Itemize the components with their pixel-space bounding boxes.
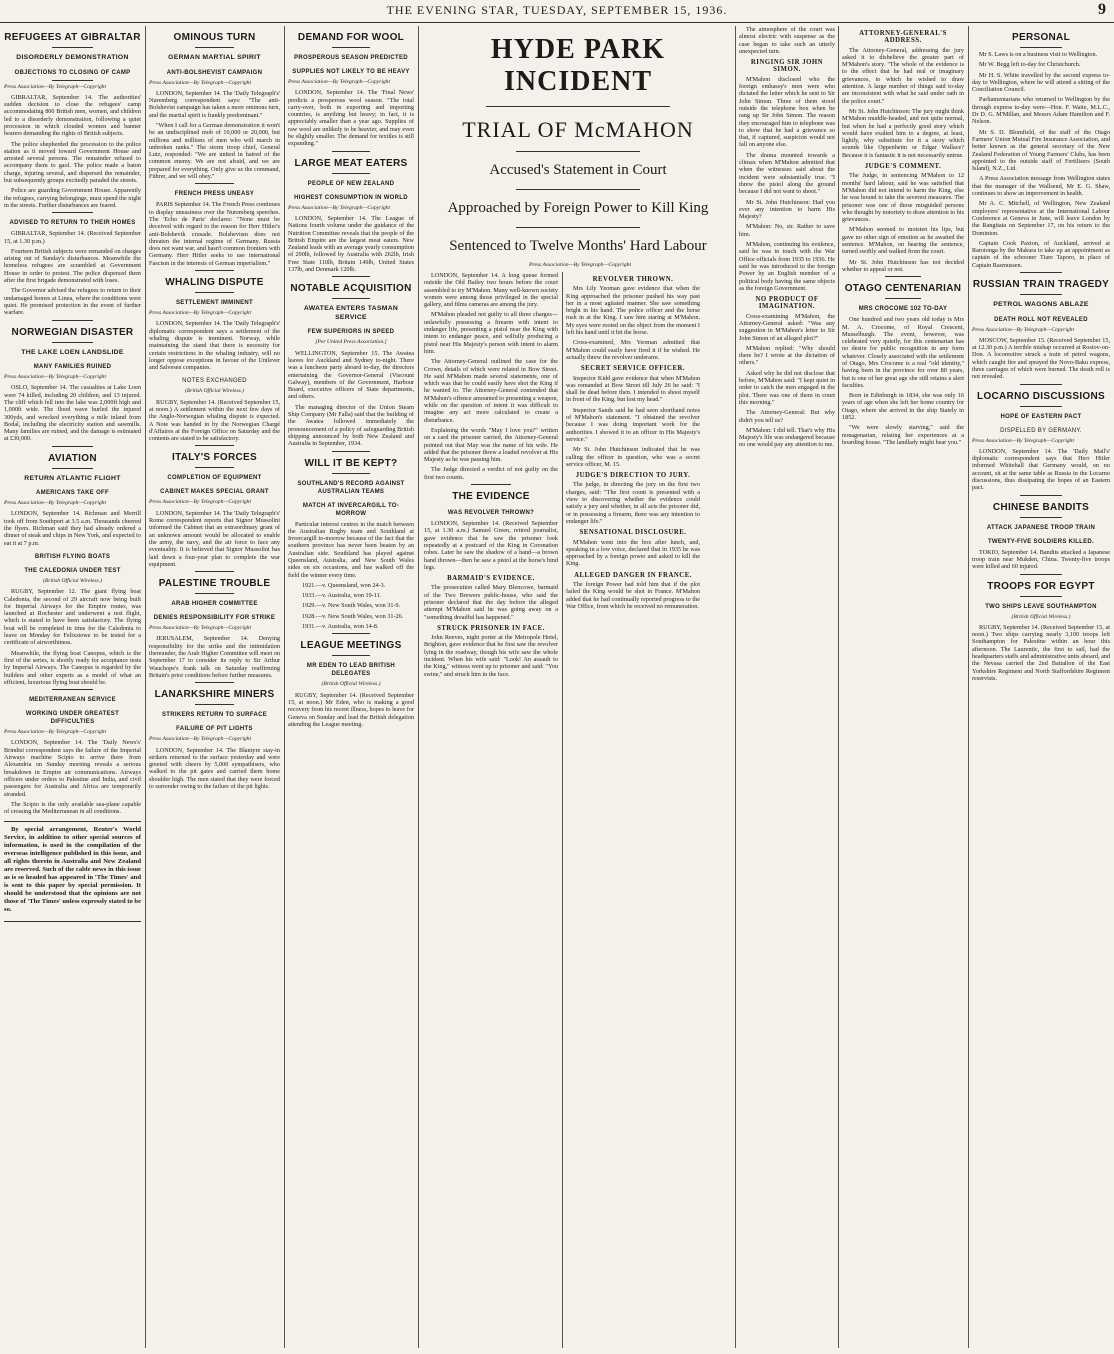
subhead-judges-direction: JUDGE'S DIRECTION TO JURY. (575, 472, 691, 480)
score-line: 1933.—v. Australia, won 19-11. (302, 592, 382, 600)
headline-chinese-bandits: CHINESE BANDITS (992, 501, 1090, 513)
article-paragraph: M'Mahon seemed to moisten his lips, but gave no other sign of emotion as he awaited the sentence. M'Mahon, on hearing the sentence, turned swiftly and walked from the court. (842, 226, 964, 256)
headline-palestine: PALESTINE TROUBLE (158, 578, 271, 590)
subhead-revolver-thrown: WAS REVOLVER THROWN? (447, 510, 535, 517)
article-paragraph: The managing director of the Union Steam Ship Company (Mr Falla) said that the building of the Awatea followed immediately the pronouncement of a policy of safeguarding British shipping announced by both New Zealand and Australia in September, 1934. (288, 403, 414, 448)
feature-column-c (739, 26, 835, 1348)
article-paragraph: RUGBY, September 14. (Received September 15, at noon.) Two ships carrying nearly 3,100 troops left Southampton for Palestine within an hour this afternoon. The Laurentic, the first to sail, had the headquarters staffs and administrative units aboard, and the Nevasa carried the 2nd Battalion of the East Yorkshire Regiment and North Staffordshire Regiment reservists. (972, 623, 1110, 682)
subhead-difficulties: WORKING UNDER GREATEST DIFFICULTIES (25, 711, 120, 726)
headline-troops-egypt: TROOPS FOR EGYPT (987, 580, 1095, 592)
headline-otago-centenarian: OTAGO CENTENARIAN (844, 283, 962, 295)
column-rule (284, 26, 285, 1348)
special-arrangement-notice: By special arrangement, Reuter's World Service, in addition to other special sources of information, is used in the compilation of the overseas intelligence published in this issue, and all rights therein in Australia and New Zealand are reserved. Such of the cable news in this issue as is so headed has appeared in 'The Times' and is sent to this paper by special permission. It should be understood that the opinions are not those of 'The Times' unless expressly stated to be so. (4, 826, 141, 914)
column-rule (968, 26, 969, 1348)
wireless-credit: (British Official Wireless.) (1011, 613, 1071, 620)
headline-lanarkshire: LANARKSHIRE MINERS (154, 689, 275, 701)
upa-credit: [Per United Press Association.] (315, 339, 387, 346)
score-line: 1928.—v. New South Wales, won 31-26. (302, 612, 404, 620)
subhead-eastern-pact: HOPE OF EASTERN PACT (1000, 413, 1082, 420)
article-paragraph: M'Mahon replied: "Why should there be? I wrote at the dictation of others." (739, 344, 835, 367)
masthead (0, 0, 1114, 23)
subhead-grant: CABINET MAKES SPECIAL GRANT (160, 489, 269, 496)
feature-column-d (842, 26, 964, 1348)
subhead-ringing: RINGING SIR JOHN SIMON. (750, 59, 824, 74)
column-3 (288, 26, 414, 1348)
article-paragraph: The Judge directed a verdict of not guilty on the first two counts. (424, 466, 558, 481)
subhead-troop-train: ATTACK JAPANESE TROOP TRAIN (986, 524, 1096, 531)
article-paragraph: TOKIO, September 14. Bandits attacked a Japanese troop train near Mukden, China. Twenty-five troops were killed and 60 injured. (972, 548, 1110, 571)
press-credit: Press Association—By Telegraph—Copyright (4, 500, 107, 507)
headline-hyde-park: HYDE PARK INCIDENT (490, 34, 666, 97)
wireless-credit: (British Official Wireless.) (43, 577, 102, 584)
article-paragraph: LONDON, September 14. The League of Nations fourth volume under the guidance of the Nutrition Committee reveals that the people of the British Empire are the largest meat eaters. New Zealand leads with an average yearly consumption of 290lb, followed by Australia with 262lb, Irish Free State 110lb, Britain 149lb, United States 137lb, and Denmark 120lb. (288, 214, 414, 274)
subhead-caledonia: THE CALEDONIA UNDER TEST (24, 567, 121, 574)
article-paragraph: Fourteen British subjects were remanded on charges arising out of Sunday's disturbances. Meanwhile the homeless refugees are scrambled at Government House in order to protest. The police dispersed them after the first brigade demonstrated with loses. (4, 247, 141, 285)
article-paragraph: Inspector Sands said he had seen shorthand notes of M'Mahon's statement. "I obtained the revolver because I was doing important work for the authorities. I showed it to an officer in His Majesty's service." (566, 406, 700, 443)
article-paragraph: M'Mahon went into the box after lunch, and, speaking in a low voice, declared that in 1935 he was approached by a foreign power and asked to kill the King. (566, 538, 700, 568)
headline-evidence: THE EVIDENCE (452, 491, 530, 503)
article-paragraph: The atmosphere of the court was almost electric with suspense as the case began to take such an utterly unexpected turn. (739, 26, 835, 55)
subhead-consumption: HIGHEST CONSUMPTION IN WORLD (294, 194, 408, 201)
subhead-eden: MR EDEN TO LEAD BRITISH DELEGATES (306, 663, 396, 678)
headline-wool: DEMAND FOR WOOL (297, 32, 405, 43)
article-paragraph: LONDON, September 14. The 'Daily Telegraph's' Rome correspondent reports that Signor Mussolini informed the Cabinet that an extraordinary grant of an unknown amount would be allocated to enable the army, the navy, and the air force to face any eventuality. It is believed that Signor Mussolini has laid down a four-year plan to complete the war equipment. (149, 509, 280, 568)
column-rule (418, 26, 419, 1348)
subhead-southampton: TWO SHIPS LEAVE SOUTHAMPTON (985, 603, 1097, 610)
article-paragraph: Cross-examined, Mrs Yeoman admitted that M'Mahon could easily have fired it if he wished. He actually threw the revolver underarm. (566, 339, 700, 361)
article-paragraph: LONDON, September 14. The Blantyre stay-in strikers returned to the surface yesterday and were greeted with cheers by 5,000 sympathisers, who walked to the pit gates and carried them home shoulder high. The men stated that they were forced to surrender owing to the failure of the pit lights. (149, 746, 280, 791)
article-paragraph: RUGBY, September 12. The giant flying boat Caledonia, the second of 29 aircraft now being built for Imperial Airways for the Empire routes, was launched at Rochester and underwent a test flight, which is stated to have been satisfactory. The flying boat will be completed in time for the Caledonia to leave on Monday for Felixstowe to be tested for a certificate of airworthiness. (4, 588, 141, 647)
headline-norwegian: NORWEGIAN DISASTER (11, 326, 134, 338)
article-paragraph: OSLO, September 14. The casualties at Lake Loen were 74 killed, including 20 children, and 13 injured. The cliff which fell into the lake was 2,000ft high and 1,000ft wide. The flood wave hurled the injured 300yds, and wrecked everything a mile inland from Bodal, including the electricity station and sawmills. Many families are ruined, and the damage is estimated at £30,000. (4, 384, 141, 443)
press-credit: Press Association—By Telegraph—Copyright (149, 736, 252, 743)
wireless-credit: (British Official Wireless.) (321, 681, 381, 688)
column-2 (149, 26, 280, 1348)
subhead-atlantic: RETURN ATLANTIC FLIGHT (24, 474, 121, 482)
article-paragraph: LONDON, September 14. (Received September 15, at 1.30 a.m.) Samuel Green, retired journalist, gave evidence that he saw the prisoner look repeatedly at a postcard of the King in Coronation robes. Later he saw the shadow of a hand—a brown hand thrown—then he saw a pistol at the horse's hind legs. (424, 520, 558, 571)
article-paragraph: PARIS September 14. The French Press continues to display uneasiness over the Nuremberg speeches. The 'Echo de Paris' declares: "None must be deceived with regard to the reason for Herr Hitler's anti-Bolshevik crusade. Bolshevism does not threaten the internal regime of Germany. Russia does not want war, and hasn't common frontiers with Germany. Herr Hitler seeks to use international Fascism in the interests of German imperialism." (149, 201, 280, 267)
article-paragraph: The police shepherded the procession to the police station as it moved toward Government House and arrested several persons. The remainder refused to accompany them to gaol. The police made a baton charge, injuring several, and dispersed the remainder, but subsequently groups excitedly paraded the streets. (4, 140, 141, 185)
subhead-prosperous: PROSPEROUS SEASON PREDICTED (294, 55, 408, 61)
article-paragraph: The Scipio is the only available sea-plane capable of crossing the Mediterranean in all conditions. (4, 800, 141, 816)
subhead-denies: DENIES RESPONSIBILITY FOR STRIKE (153, 615, 276, 622)
press-credit: Press Association—By Telegraph—Copyright (288, 79, 391, 85)
article-paragraph: LONDON, September 14. The 'Final News' predicts a prosperous wool season. "The total carry-over, both in exporting and importing countries, is anything but heavy; in fact, it is appreciably smaller than a year ago. Supplies of raw wool are unlikely to be heavier, and may even be slightly smaller. The demand for textiles is still expanding." (288, 89, 414, 148)
article-paragraph: M'Mahon pleaded not guilty to all three charges—unlawfully possessing a firearm with intent to endanger life, presenting a pistol near the King with intent to endanger peace, and wilfully producing a pistol near His Majesty's person with intent to alarm him. (424, 311, 558, 355)
subhead-objections: OBJECTIONS TO CLOSING OF CAMP (14, 69, 131, 76)
subhead-strikers: STRIKERS RETURN TO SURFACE (161, 712, 268, 719)
feature-header (424, 30, 732, 260)
subhead-petrol: PETROL WAGONS ABLAZE (993, 301, 1089, 309)
headline-mediterranean: MEDITERRANEAN SERVICE (29, 697, 116, 704)
article-paragraph: LONDON, September 14. The 'Daily Telegraph's' Nuremberg correspondent says: "The anti-Bolshevist campaign has taken a more ominous turn, and the martial spirit is frankly predominant." (149, 89, 280, 119)
subhead-match: MATCH AT INVERCARGILL TO-MORROW (302, 502, 400, 517)
page-number: 9 (1098, 1, 1106, 18)
subhead-loen: THE LAKE LOEN LANDSLIDE (21, 348, 124, 356)
headline-personal: PERSONAL (1012, 32, 1070, 43)
article-paragraph: LONDON, September 14. The 'Daily Mail's' diplomatic correspondent says that Herr Hitler informed Whitehall that Germany would, on no account, sit at the same table as Russia in the Locarno discussions, thus dissipating the hopes of an Eastern pact. (972, 447, 1110, 492)
article-paragraph: LONDON, September 14. The 'Daily Telegraph's' diplomatic correspondent says a settlement of the whaling dispute is imminent. Norway, while maintaining the stand that there is necessity for certain restrictions in the whaling industry, will no longer oppose exceptions in favour of the Unilever and Salvesen companies. (149, 320, 280, 372)
subhead-revolver: REVOLVER THROWN. (592, 276, 674, 283)
column-rule (735, 26, 736, 1348)
article-paragraph: LONDON, September 14. Richman and Merrill took off from Southport at 3.5 a.m. Thousands cheered the flyers. Richman said they had already ordered a dinner of steak and chips in New York, and expected to eat it at 7 p.m. (4, 510, 141, 547)
article-paragraph: Born in Edinburgh in 1834, she was only 16 years of age when she left her home country for Otago, where she arrived in the ship Stately in 1852. (842, 392, 964, 422)
headline-refugees: REFUGEES AT GIBRALTAR (4, 32, 141, 43)
press-credit: Press Association—By Telegraph—Copyright (972, 437, 1075, 444)
article-paragraph: A Press Association message from Wellington states that the manager of the Wallsend, Mr E. G. Shaw, continues to show an improvement in health. (972, 175, 1110, 198)
headline-notes: NOTES EXCHANGED (182, 378, 247, 385)
score-line: 1931.—v. Australia, won 14-8. (302, 623, 379, 631)
subhead-attorney: ATTORNEY-GENERAL'S ADDRESS. (859, 30, 947, 45)
article-paragraph: WELLINGTON, September 15. The Awatea leaves for Auckland and Sydney to-night. There was a luncheon party aboard to-day, the directors entertaining the Governor-General (Viscount Galway), members of the Government, Harbour Board, executive officers of State departments, and others. (288, 349, 414, 401)
headline-aviation: AVIATION (48, 452, 97, 464)
article-paragraph: M'Mahon, continuing his evidence, said he was in touch with the War Office officials from 1935 to 1936. He said he was introduced to the foreign Power by an English member of a political body having the same objects as the foreign Government. (739, 241, 835, 292)
article-paragraph: RUGBY, September 14. (Received September 15, at noon.) Mr Eden, who is making a good recovery from his recent illness, hopes to leave for Geneva on Sunday and lead the British delegation attending the League meeting. (288, 691, 414, 728)
subhead-supplies: SUPPLIES NOT LIKELY TO BE HEAVY (292, 69, 410, 75)
column-personal (972, 26, 1110, 1348)
subhead-sensational: SENSATIONAL DISCLOSURE. (579, 529, 687, 537)
feature-column-a (424, 272, 558, 1348)
article-paragraph: "We were slowly starving," said the nonagenarian, relating her experiences at a boarding house. "The landlady might hear you." (842, 424, 964, 446)
article-paragraph: Mr H. S. White travelled by the second express to-day to Wellington, where he will attend a sitting of the Conciliation Council. (972, 71, 1110, 94)
press-credit: Press Association—By Telegraph—Copyright (4, 374, 107, 381)
article-paragraph: Inspector Kidd gave evidence that when M'Mahon was remanded at Bow Street till July 26 he said: "I shall be dead before then. I intended to shoot myself in front of the King, but lost my head." (566, 374, 700, 404)
article-paragraph: RUGBY, September 14. (Received September 15, at noon.) A settlement within the next few days of the Anglo-Norwegian whaling dispute is expected. A Note was handed in by the Norwegian Chargé d'Affaires at the Foreign Office on Saturday and the contents are stated to be satisfactory. (149, 398, 280, 443)
article-paragraph: GIBRALTAR, September 14. The authorities' sudden decision to close the refugees' camp accommodating 800 British men, women, and children led to a disorderly demonstration, following a quiet procession in which clouded women and banner bearers demanding the rights of British subjects. (4, 93, 141, 138)
article-paragraph: The Attorney-General outlined the case for the Crown, details of which were related in Bow Street. He said M'Mahon made several statements, one of which was that he could easily have shot the King if he wanted to. The Attorney-General contended that M'Mahon's offence amounted to presenting a weapon, while on the question of intent it was difficult to imagine any act more calculated to create a disturbance. (424, 358, 558, 424)
subhead-sentenced: Sentenced to Twelve Months' Hard Labour (449, 238, 707, 254)
article-paragraph: The drama mounted towards a climax when M'Mahon admitted that when the witnesses said about the incident were substantially true. "I threw the pistol along the ground because I did not want to shoot." (739, 151, 835, 196)
subhead-equipment: COMPLETION OF EQUIPMENT (167, 475, 262, 482)
subhead-nz: PEOPLE OF NEW ZEALAND (307, 180, 395, 187)
wireless-credit: (British Official Wireless.) (185, 388, 244, 395)
article-paragraph: Particular interest centres in the match between the Australian Rugby team and Southland at Invercargill to-morrow because of the fact that the southern province has never been beaten by an Australian side. Southland has played against Queensland, Australia, and New South Wales sides on six occasions, and has walked off the field the winner every time. (288, 520, 414, 579)
article-paragraph: Captain Cook Paxton, of Auckland, arrived at Rarotonga by the Makura to take up an appointment as captain of the schooner Tiare Taporo, in place of Captain Rasmussen. (972, 239, 1110, 269)
subhead-imagination: NO PRODUCT OF IMAGINATION. (755, 296, 819, 311)
article-paragraph: M'Mahon disclosed who the foreign embassy's men were who dictated the letter which he sent to Sir John Simon. Three of them stood outside the telephone box when he rang up Sir John Simon. The reason they encouraged him to telephone was to show that he had a grievance so that, if captured, suspicion would not fall on anyone else. (739, 75, 835, 149)
subhead-dispelled: DISPELLED BY GERMANY. (1000, 427, 1082, 434)
subhead-disorderly: DISORDERLY DEMONSTRATION (16, 54, 129, 61)
score-line: 1929.—v. New South Wales, won 31-9. (302, 602, 401, 610)
article-paragraph: "When I call for a German demonstration it won't be an undisciplined mob of 10,000 or 20,000, but millions and millions of men who will march in unbroken ranks." The storm troop chief, General Lutz, responded: "We are united in hatred of the common enemy. We are not afraid, and we are prepared for everything. Only give us the command, Führer, and we will obey." (149, 121, 280, 181)
headline-kept: WILL IT BE KEPT? (304, 457, 398, 469)
article-paragraph: The Governor advised the refugees to return to their undamaged homes at Linea, where the conditions were quiet. He promised protection in the event of further warfare. (4, 287, 141, 317)
subhead-statement: Accused's Statement in Court (489, 162, 667, 178)
article-paragraph: John Reeves, night porter at the Metropole Hotel, Brighton, gave evidence that he first saw the revolver lying in the roadway, though his wife saw the whole incident. When his wife said: "Look! An assault to the King," witness went up to prisoner and said: "You swine," and struck him in the face. (424, 634, 558, 678)
article-paragraph: The Attorney-General, addressing the jury asked it to disbelieve the greater part of M'Mahon's story. "The whole of the evidence is to the effect that he had real or imaginary grievances, to which he wished to draw attention. A large number of things said to-day are inconsistent with what he said under oath in the police court." (842, 46, 964, 105)
press-credit: Press Association—By Telegraph—Copyright (149, 499, 252, 506)
article-paragraph: JERUSALEM, September 14. Denying responsibility for the strike and the intimidation thereunder, the Arab Higher Committee will meet on September 17 to consider its reply to Sir Arthur Wauchope's frank talk on Saturday reaffirming Britain's prior conditions before further measures. (149, 635, 280, 679)
subhead-approached: Approached by Foreign Power to Kill King (447, 200, 709, 216)
subhead-settlement: SETTLEMENT IMMINENT (175, 300, 254, 307)
press-credit: Press Association—By Telegraph—Copyright (972, 326, 1075, 333)
article-paragraph: Asked why he did not disclose that before, M'Mahon said: "I kept quiet in order to catch the men engaged in the plot. There was one of them in court this morning." (739, 369, 835, 406)
feature-column-b (566, 272, 700, 1348)
column-rule (838, 26, 839, 1348)
press-credit: Press Association—By Telegraph—Copyright (149, 310, 252, 317)
article-paragraph: One hundred and two years old today is Mrs M. A. Crocome, of Royal Crescent, Musselburgh. The event, however, was celebrated very quietly, for this centenarian has no desire for public recognition in any form whatever. Closely associated with the settlement of Otago, Mrs Crocome is a real "old identity," having been in the province for over 80 years, but is one of her great age she still retains a alert faculties. (842, 316, 964, 389)
article-paragraph: Mr W. Begg left to-day for Christchurch. (979, 61, 1081, 69)
headline-flying-boats: BRITISH FLYING BOATS (34, 553, 111, 560)
article-paragraph: Mr St. John Hutchinson: The jury might think M'Mahon muddle-headed, and not quite normal, but when he had a perfectly good story which would have exalted him to a degree, at least, lightly, why substitute for it a story which sounds like Oppenheim or Edgar Wallace? Because it is fantastic it is not necessarily untrue. (842, 107, 964, 159)
headline-whaling: WHALING DISPUTE (165, 277, 264, 289)
article-paragraph: Parliamentarians who returned to Wellington by the through express to-day were—Hon. F. Waite, M.L.C., Dr D. G. M'Millan, and Messrs Adam Hamilton and F. Nelson. (972, 96, 1110, 126)
subhead-killed: TWENTY-FIVE SOLDIERS KILLED. (987, 538, 1095, 545)
article-paragraph: The foreign Power had told him that if the plot failed the King would be shot in France. M'Mahon added that he had continually reported progress to the War Office, from which he received no remuneration. (566, 580, 700, 610)
press-credit: Press Association—By Telegraph—Copyright (4, 83, 107, 90)
article-paragraph: Explaining the words "May I love you?" written on a card the prisoner carried, the Attorney-General pointed out that May was the name of his wife. He added that the prisoner threw a loaded revolver at His Majesty as he was passing him. (424, 426, 558, 464)
headline-advised: ADVISED TO RETURN TO THEIR HOMES (9, 220, 136, 227)
article-paragraph: M'Mahon: No, sir. Rather to save him. (739, 223, 835, 238)
headline-locarno: LOCARNO DISCUSSIONS (977, 390, 1105, 402)
subhead-americans: AMERICANS TAKE OFF (36, 490, 109, 497)
subhead-southland: SOUTHLAND'S RECORD AGAINST AUSTRALIAN TEAMS (297, 480, 405, 495)
subhead-struck: STRUCK PRISONER IN FACE. (437, 624, 545, 632)
article-paragraph: Mr S. D. Blomfield, of the staff of the Otago Farmers' Union Mutual Fire Insurance Association, and better known as the general secretary of the New Zealand Federation of Young Farmers' Clubs, has been appointed to the outside staff of Fertilisers (South Island), N.Z., Ltd. (972, 128, 1110, 173)
headline-acquisition: NOTABLE ACQUISITION (290, 283, 412, 295)
dateline: GIBRALTAR, September 14. (Received September 15, at 1.30 p.m.) (4, 230, 141, 245)
press-credit: Press Association—By Telegraph—Copyright (4, 729, 107, 736)
article-paragraph: Mrs Lily Yeoman gave evidence that when the King approached the prisoner pushed his way past her in a most agitated manner. She saw something bright in his hand. The police officer and the horse rush in at the King. I saw him staring at M'Mahon. My eyes were rooted on the object from the moment I left his hand until it hit the horse. (566, 285, 700, 337)
article-paragraph: LONDON, September 14. A long queue formed outside the Old Bailey two hours before the court assembled to try M'Mahon. Many well-known society women were among those privileged in the special gallery, and films cameras are among the jury. (424, 272, 558, 309)
column-rule (145, 26, 146, 1348)
article-paragraph: Mr S. Laws is on a business visit to Wellington. (979, 51, 1098, 58)
column-rule (562, 272, 563, 1348)
score-line: 1921.—v. Queensland, won 24-3. (302, 581, 386, 589)
subhead-anti-bolshevist: ANTI-BOLSHEVIST CAMPAIGN (166, 69, 263, 76)
article-paragraph: The Judge, in sentencing M'Mahon to 12 months' hard labour, said he was satisfied that M'Mahon did not intend to harm the King, else he was bound to take the severest measures. The prisoner was one of those misguided persons who thought by notoriety to draw attention to his grievances. (842, 172, 964, 224)
article-paragraph: Cross-examining M'Mahon, the Attorney-General asked: "Was any suggestion in M'Mahon's letter to Sir John Simon of an alleged plot?" (739, 312, 835, 342)
article-paragraph: Mr St. John Hutchinson: Had you ever any intention to harm His Majesty? (739, 198, 835, 221)
masthead-title: THE EVENING STAR, TUESDAY, SEPTEMBER 15, 1936. (386, 3, 728, 17)
article-paragraph: Mr St. John Hutchinson indicated that he was calling the officer in question, who was a secret service officer, M. 15. (566, 446, 700, 468)
subhead-secret-service: SECRET SERVICE OFFICER. (580, 365, 686, 373)
subhead-martial: GERMAN MARTIAL SPIRIT (168, 54, 261, 61)
subhead-families: MANY FAMILIES RUINED (33, 364, 112, 371)
press-credit: Press Association—By Telegraph—Copyright (149, 625, 252, 632)
subhead-awatea: AWATEA ENTERS TASMAN SERVICE (303, 305, 399, 321)
subhead-judges-comment: JUDGE'S COMMENT. (864, 163, 942, 171)
headline-ominous: OMINOUS TURN (173, 32, 256, 43)
article-paragraph: LONDON, September 14. The 'Daily News's' Brindisi correspondent says the failure of the Imperial Airways machine Scipio to arrive there from Alexandria on Sunday morning reveals a serious breakdown in Empire air communications. Airways officers under orders to Palestine and India, and civil passengers for Australia and Africa are temporarily stranded. (4, 739, 141, 798)
article-paragraph: Mr St. John Hutchinson has not decided whether to appeal or not. (842, 258, 964, 273)
press-credit: Press Association—By Telegraph—Copyright (288, 204, 391, 211)
subhead-barmaid: BARMAID'S EVIDENCE. (447, 575, 535, 583)
article-paragraph: The prosecution called Mary Blencowe, barmaid of the Two Brewers public-house, who said the prisoner declared that the day before the alleged attempt M'Mahon said he was going away on a "something dreadful has happened." (424, 584, 558, 621)
headline-league: LEAGUE MEETINGS (300, 640, 402, 652)
headline-russian: RUSSIAN TRAIN TRAGEDY (972, 279, 1110, 291)
press-credit: Press Association—By Telegraph—Copyright (528, 262, 632, 268)
article-paragraph: The Attorney-General: But why didn't you tell us? (739, 409, 835, 424)
subhead-speed: FEW SUPERIORS IN SPEED (307, 329, 395, 336)
article-paragraph: Police are guarding Government House. Apparently the refugees, carrying belongings, must spend the night in the streets. Further disturbances are feared. (4, 187, 141, 209)
article-paragraph: MOSCOW, September 15. (Received September 15, at 12.30 p.m.) A terrible mishap occurred at Rostov-on-Don. A locomotive struck a train of petrol wagons, which caught fire and sprayed the Novo-Baku express, three carriages of which were burned. The death roll is not revealed. (972, 336, 1110, 381)
article-paragraph: The judge, in directing the jury on the first two charges, said: "The first count is presented with a view to discovering whether the evidence could satisfy a jury and whether, in all acts the prisoner did, or in possessing a firearm, there was any intention to endanger life." (566, 481, 700, 525)
article-paragraph: M'Mahon: I did tell. That's why His Majesty's life was endangered because no one would pay any attention to me. (739, 426, 835, 449)
press-credit: Press Association—By Telegraph—Copyright (149, 79, 252, 86)
subhead-danger-france: ALLEGED DANGER IN FRANCE. (574, 571, 692, 579)
article-paragraph: Mr A. C. Mitchell, of Wellington, New Zealand employers' representative at the International Labour Conference at Geneva in June, will leave London by the Rangitata on September 17, on his return to the Dominion. (972, 200, 1110, 237)
subhead-arab: ARAB HIGHER COMMITTEE (171, 601, 258, 608)
article-paragraph: Meanwhile, the flying boat Canopus, which is the first of the series, is shortly ready for acceptance tests by Imperial Airways. The Canopus is regarded by the builders and other experts as a model of what an efficient, luxurious flying boat should be. (4, 649, 141, 686)
headline-meat: LARGE MEAT EATERS (294, 157, 408, 169)
subhead-pit-lights: FAILURE OF PIT LIGHTS (176, 726, 253, 733)
headline-italy: ITALY'S FORCES (172, 452, 257, 464)
headline-french-press: FRENCH PRESS UNEASY (174, 191, 255, 198)
subhead-trial: TRIAL OF McMAHON (462, 117, 694, 142)
column-1 (4, 26, 141, 1348)
subhead-crocome: MRS CROCOME 102 TO-DAY (858, 306, 948, 313)
subhead-death-roll: DEATH ROLL NOT REVEALED (994, 316, 1088, 323)
